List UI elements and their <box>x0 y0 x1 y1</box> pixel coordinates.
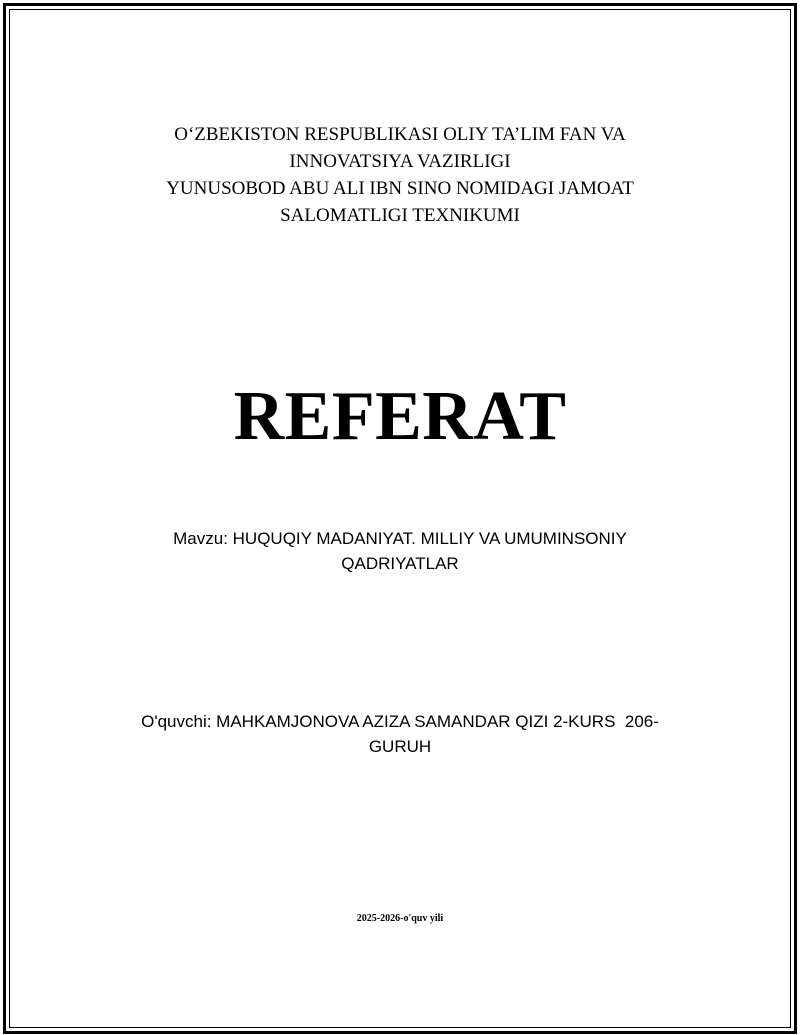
academic-year: 2025-2026-o'quv yili <box>356 913 444 924</box>
institution-line: SALOMATLIGI TEXNIKUMI <box>280 205 520 226</box>
topic-line: Mavzu: HUQUQIY MADANIYAT. MILLIY VA UMUMINSONIY <box>173 529 627 548</box>
topic-block <box>0 526 800 576</box>
institution-header <box>0 121 800 229</box>
topic-line: QADRIYATLAR <box>341 554 459 573</box>
institution-line: YUNUSOBOD ABU ALI IBN SINO NOMIDAGI JAMOAT <box>166 178 634 199</box>
student-block <box>0 709 800 759</box>
institution-line: INNOVATSIYA VAZIRLIGI <box>289 151 511 172</box>
student-line: GURUH <box>368 737 432 756</box>
student-line: O'quvchi: MAHKAMJONOVA AZIZA SAMANDAR QIZI 2-KURS 206- <box>141 712 659 731</box>
institution-line: O‘ZBEKISTON RESPUBLIKASI OLIY TA’LIM FAN VA <box>174 124 626 145</box>
document-title: REFERAT <box>233 378 567 455</box>
